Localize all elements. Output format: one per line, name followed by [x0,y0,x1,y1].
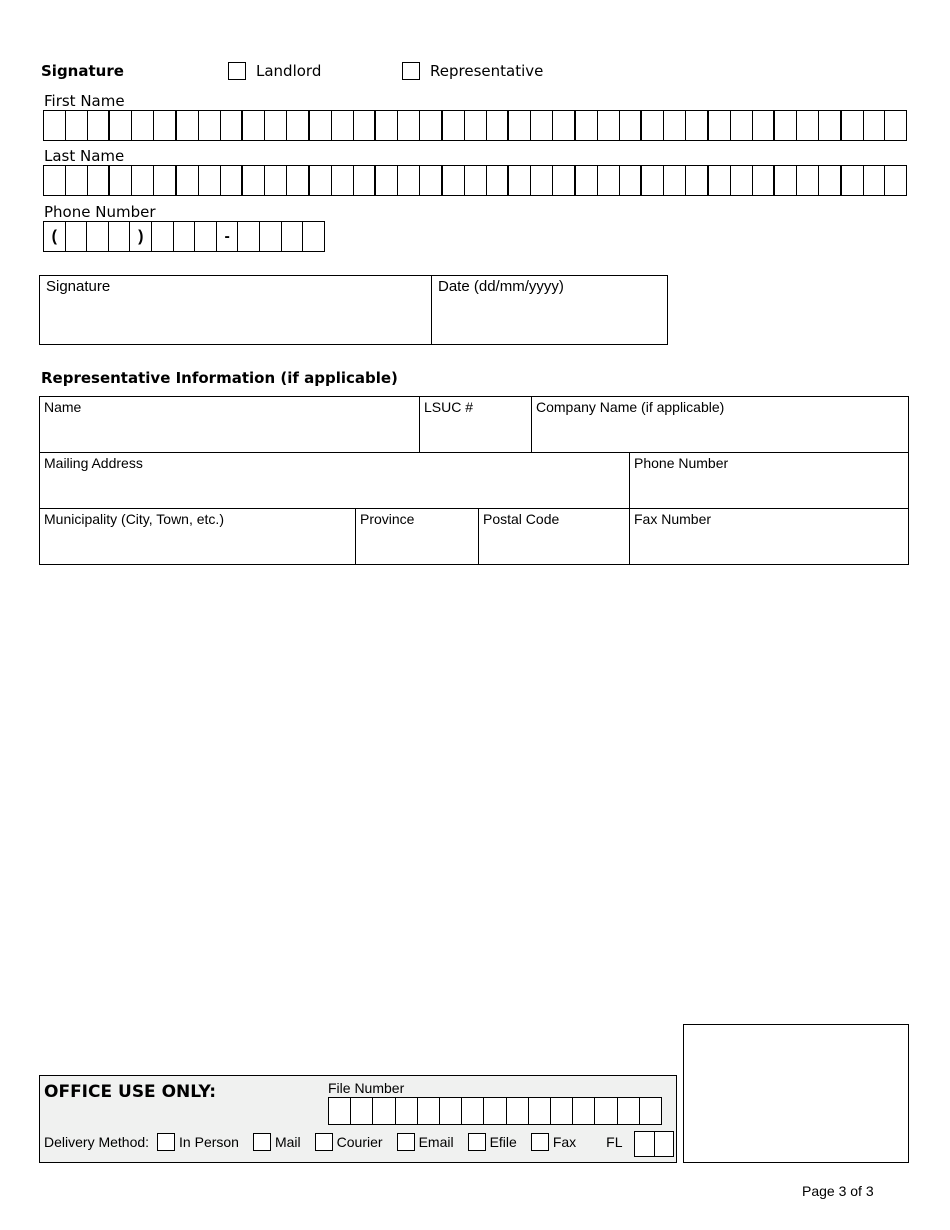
signature-box-label: Signature [46,278,111,295]
in-person-checkbox[interactable] [157,1133,175,1151]
char-cell [462,1098,484,1124]
char-cell [420,111,443,140]
char-cell [287,166,310,195]
delivery-method-label: Delivery Method: [44,1134,150,1150]
char-cell [221,111,244,140]
mail-label: Mail [274,1134,301,1150]
landlord-checkbox[interactable] [228,62,246,80]
signature-box[interactable] [39,275,432,345]
char-cell [731,111,753,140]
char-cell [243,166,265,195]
representative-info-table [39,396,909,565]
char-cell [66,111,88,140]
signature-section-heading: Signature [41,62,124,80]
efile-label: Efile [489,1134,517,1150]
landlord-label: Landlord [256,62,322,80]
rep-phone-field[interactable] [630,453,908,508]
char-cell [686,111,709,140]
phone-number-input[interactable] [43,221,325,252]
char-cell [418,1098,440,1124]
phone-number-label: Phone Number [44,203,156,221]
char-cell [44,111,66,140]
char-cell [265,166,287,195]
char-cell [440,1098,462,1124]
char-cell [509,166,531,195]
fl-label: FL [606,1134,623,1150]
rep-lsuc-field[interactable] [420,397,532,452]
file-number-input[interactable] [328,1097,662,1125]
char-cell [797,166,819,195]
char-cell [354,166,377,195]
rep-mailing-address-field[interactable] [40,453,630,508]
rep-company-field[interactable] [532,397,908,452]
delivery-method [44,1133,623,1151]
char-cell [465,166,487,195]
char-cell [398,111,420,140]
representative-section-heading: Representative Information (if applicable) [41,369,398,387]
char-cell [819,166,842,195]
phone-cell: ( [44,222,66,251]
last-name-input[interactable] [43,165,907,196]
char-cell [529,1098,551,1124]
char-cell [576,111,598,140]
char-cell [354,111,377,140]
char-cell [531,111,553,140]
char-cell [310,111,332,140]
char-cell [177,166,199,195]
rep-row-3 [40,509,908,564]
rep-province-field[interactable] [356,509,479,564]
char-cell [509,111,531,140]
phone-cell [109,222,131,251]
mail-checkbox[interactable] [253,1133,271,1151]
char-cell [398,166,420,195]
char-cell [507,1098,529,1124]
char-cell [199,166,221,195]
rep-province-label: Province [360,511,415,527]
char-cell [775,111,797,140]
char-cell [132,111,154,140]
char-cell [351,1098,373,1124]
rep-phone-label: Phone Number [634,455,729,471]
char-cell [620,111,643,140]
fl-cell [635,1132,655,1156]
phone-cell [282,222,304,251]
char-cell [819,111,842,140]
delivery-option-in-person[interactable] [157,1133,239,1151]
date-box[interactable] [431,275,668,345]
char-cell [753,111,776,140]
char-cell [329,1098,351,1124]
char-cell [465,111,487,140]
char-cell [88,166,111,195]
char-cell [443,166,465,195]
char-cell [731,166,753,195]
char-cell [620,166,643,195]
char-cell [132,166,154,195]
char-cell [531,166,553,195]
delivery-option-fax[interactable] [531,1133,576,1151]
char-cell [775,166,797,195]
char-cell [154,111,177,140]
phone-cell [238,222,260,251]
office-use-title: OFFICE USE ONLY: [44,1082,217,1102]
char-cell [642,166,664,195]
char-cell [709,111,731,140]
char-cell [199,111,221,140]
char-cell [885,166,906,195]
char-cell [110,111,132,140]
char-cell [598,111,620,140]
rep-row-1 [40,397,908,453]
role-option-landlord[interactable] [228,62,321,80]
phone-cell [152,222,174,251]
char-cell [487,111,510,140]
char-cell [753,166,776,195]
fl-input[interactable] [634,1131,674,1157]
delivery-option-email[interactable] [397,1133,454,1151]
fax-label: Fax [552,1134,577,1150]
email-label: Email [418,1134,454,1150]
rep-postal-code-field[interactable] [479,509,630,564]
char-cell [642,111,664,140]
rep-row-2 [40,453,908,509]
courier-label: Courier [336,1134,383,1150]
rep-name-field[interactable] [40,397,420,452]
char-cell [686,166,709,195]
representative-label: Representative [430,62,544,80]
char-cell [842,166,864,195]
char-cell [598,166,620,195]
delivery-option-courier[interactable] [315,1133,383,1151]
rep-name-label: Name [44,399,82,415]
char-cell [595,1098,617,1124]
representative-checkbox[interactable] [402,62,420,80]
char-cell [664,111,686,140]
char-cell [44,166,66,195]
delivery-option-efile[interactable] [468,1133,517,1151]
in-person-label: In Person [179,1134,239,1150]
page-number: Page 3 of 3 [802,1183,874,1199]
char-cell [66,166,88,195]
phone-cell: ) [130,222,152,251]
char-cell [797,111,819,140]
char-cell [484,1098,506,1124]
char-cell [864,166,886,195]
phone-cell [303,222,324,251]
char-cell [332,111,354,140]
char-cell [221,166,244,195]
rep-municipality-label: Municipality (City, Town, etc.) [44,511,224,527]
delivery-option-mail[interactable] [253,1133,301,1151]
char-cell [553,111,576,140]
char-cell [443,111,465,140]
char-cell [420,166,443,195]
rep-company-label: Company Name (if applicable) [536,399,725,415]
phone-cell [66,222,88,251]
char-cell [287,111,310,140]
char-cell [487,166,510,195]
fl-cell [655,1132,674,1156]
rep-municipality-field[interactable] [40,509,356,564]
char-cell [553,166,576,195]
office-stamp-box [683,1024,909,1163]
char-cell [376,166,398,195]
char-cell [310,166,332,195]
last-name-label: Last Name [44,147,125,165]
phone-cell [174,222,196,251]
char-cell [177,111,199,140]
char-cell [332,166,354,195]
char-cell [576,166,598,195]
char-cell [88,111,111,140]
rep-fax-label: Fax Number [634,511,712,527]
char-cell [110,166,132,195]
office-use-panel [39,1075,677,1163]
date-box-label: Date (dd/mm/yyyy) [438,278,564,295]
file-number-label: File Number [328,1080,405,1096]
role-option-representative[interactable] [402,62,543,80]
char-cell [396,1098,418,1124]
char-cell [243,111,265,140]
email-checkbox[interactable] [397,1133,415,1151]
char-cell [551,1098,573,1124]
efile-checkbox[interactable] [468,1133,486,1151]
courier-checkbox[interactable] [315,1133,333,1151]
char-cell [864,111,886,140]
char-cell [885,111,906,140]
rep-lsuc-label: LSUC # [424,399,474,415]
phone-cell [195,222,217,251]
first-name-input[interactable] [43,110,907,141]
phone-cell [260,222,282,251]
char-cell [842,111,864,140]
phone-cell: - [217,222,239,251]
char-cell [664,166,686,195]
char-cell [709,166,731,195]
char-cell [573,1098,595,1124]
rep-mailing-address-label: Mailing Address [44,455,143,471]
rep-fax-field[interactable] [630,509,908,564]
phone-cell [87,222,109,251]
rep-postal-code-label: Postal Code [483,511,560,527]
char-cell [154,166,177,195]
fax-checkbox[interactable] [531,1133,549,1151]
char-cell [373,1098,395,1124]
char-cell [265,111,287,140]
first-name-label: First Name [44,92,125,110]
char-cell [618,1098,640,1124]
char-cell [376,111,398,140]
char-cell [640,1098,661,1124]
